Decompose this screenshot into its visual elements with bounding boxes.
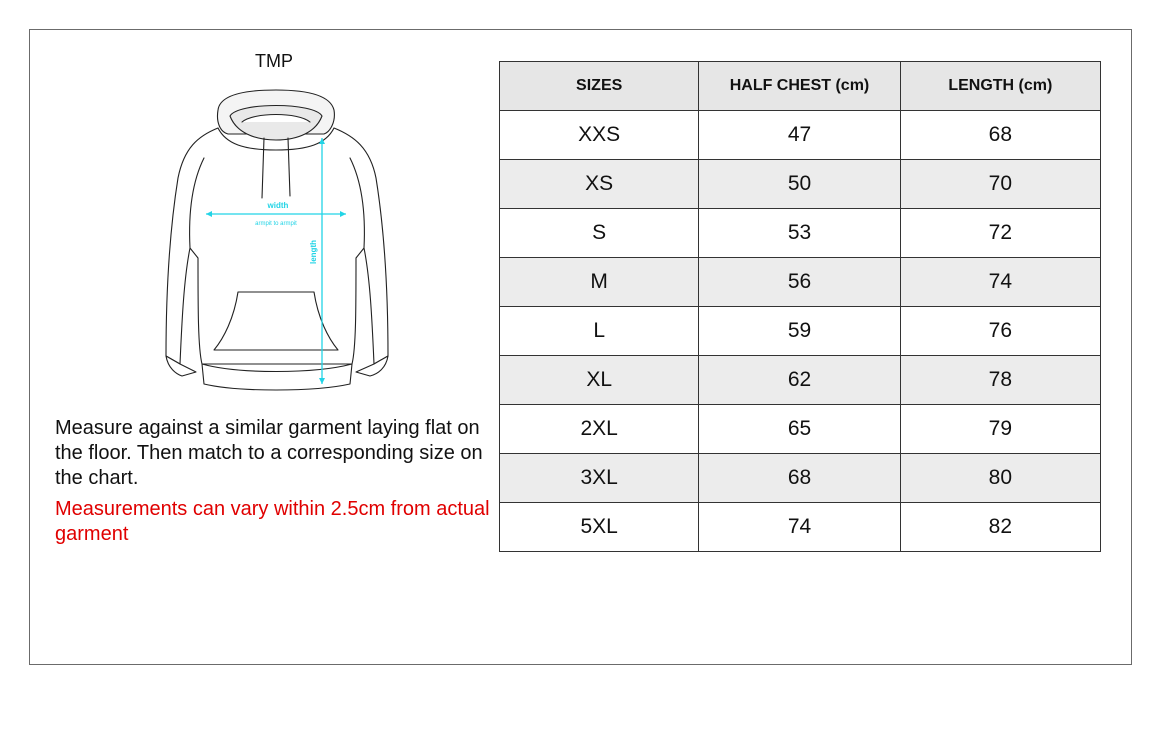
length-label: length	[309, 240, 318, 264]
cell-length: 68	[900, 111, 1100, 160]
instructions-block	[55, 416, 500, 547]
cell-size: 2XL	[500, 405, 699, 454]
table-header-row	[500, 62, 1101, 111]
table-row	[500, 307, 1101, 356]
width-sublabel: armpit to armpit	[255, 221, 297, 227]
table-row	[500, 356, 1101, 405]
cell-half-chest: 62	[699, 356, 900, 405]
table-row	[500, 503, 1101, 552]
cell-half-chest: 65	[699, 405, 900, 454]
cell-half-chest: 53	[699, 209, 900, 258]
cell-half-chest: 56	[699, 258, 900, 307]
cell-half-chest: 74	[699, 503, 900, 552]
cell-size: 3XL	[500, 454, 699, 503]
cell-length: 74	[900, 258, 1100, 307]
table-row	[500, 160, 1101, 209]
cell-size: XXS	[500, 111, 699, 160]
cell-half-chest: 50	[699, 160, 900, 209]
cell-half-chest: 59	[699, 307, 900, 356]
cell-size: XS	[500, 160, 699, 209]
table-row	[500, 209, 1101, 258]
cell-length: 72	[900, 209, 1100, 258]
variance-note: Measurements can vary within 2.5cm from actual garment	[55, 498, 490, 545]
cell-length: 70	[900, 160, 1100, 209]
cell-size: 5XL	[500, 503, 699, 552]
width-label: width	[267, 201, 289, 210]
instructions-text: Measure against a similar garment laying flat on the floor. Then match to a corresponding size on the chart.	[55, 417, 483, 489]
table-row	[500, 405, 1101, 454]
cell-size: L	[500, 307, 699, 356]
hoodie-diagram	[158, 88, 394, 392]
table-row	[500, 258, 1101, 307]
size-chart-table	[499, 61, 1101, 552]
cell-size: M	[500, 258, 699, 307]
table-row	[500, 454, 1101, 503]
cell-size: XL	[500, 356, 699, 405]
cell-half-chest: 47	[699, 111, 900, 160]
cell-length: 76	[900, 307, 1100, 356]
header-half-chest: HALF CHEST (cm)	[699, 62, 900, 111]
cell-size: S	[500, 209, 699, 258]
diagram-label: TMP	[255, 51, 293, 71]
cell-half-chest: 68	[699, 454, 900, 503]
cell-length: 82	[900, 503, 1100, 552]
cell-length: 80	[900, 454, 1100, 503]
cell-length: 79	[900, 405, 1100, 454]
cell-length: 78	[900, 356, 1100, 405]
header-length: LENGTH (cm)	[900, 62, 1100, 111]
header-sizes: SIZES	[500, 62, 699, 111]
table-row	[500, 111, 1101, 160]
